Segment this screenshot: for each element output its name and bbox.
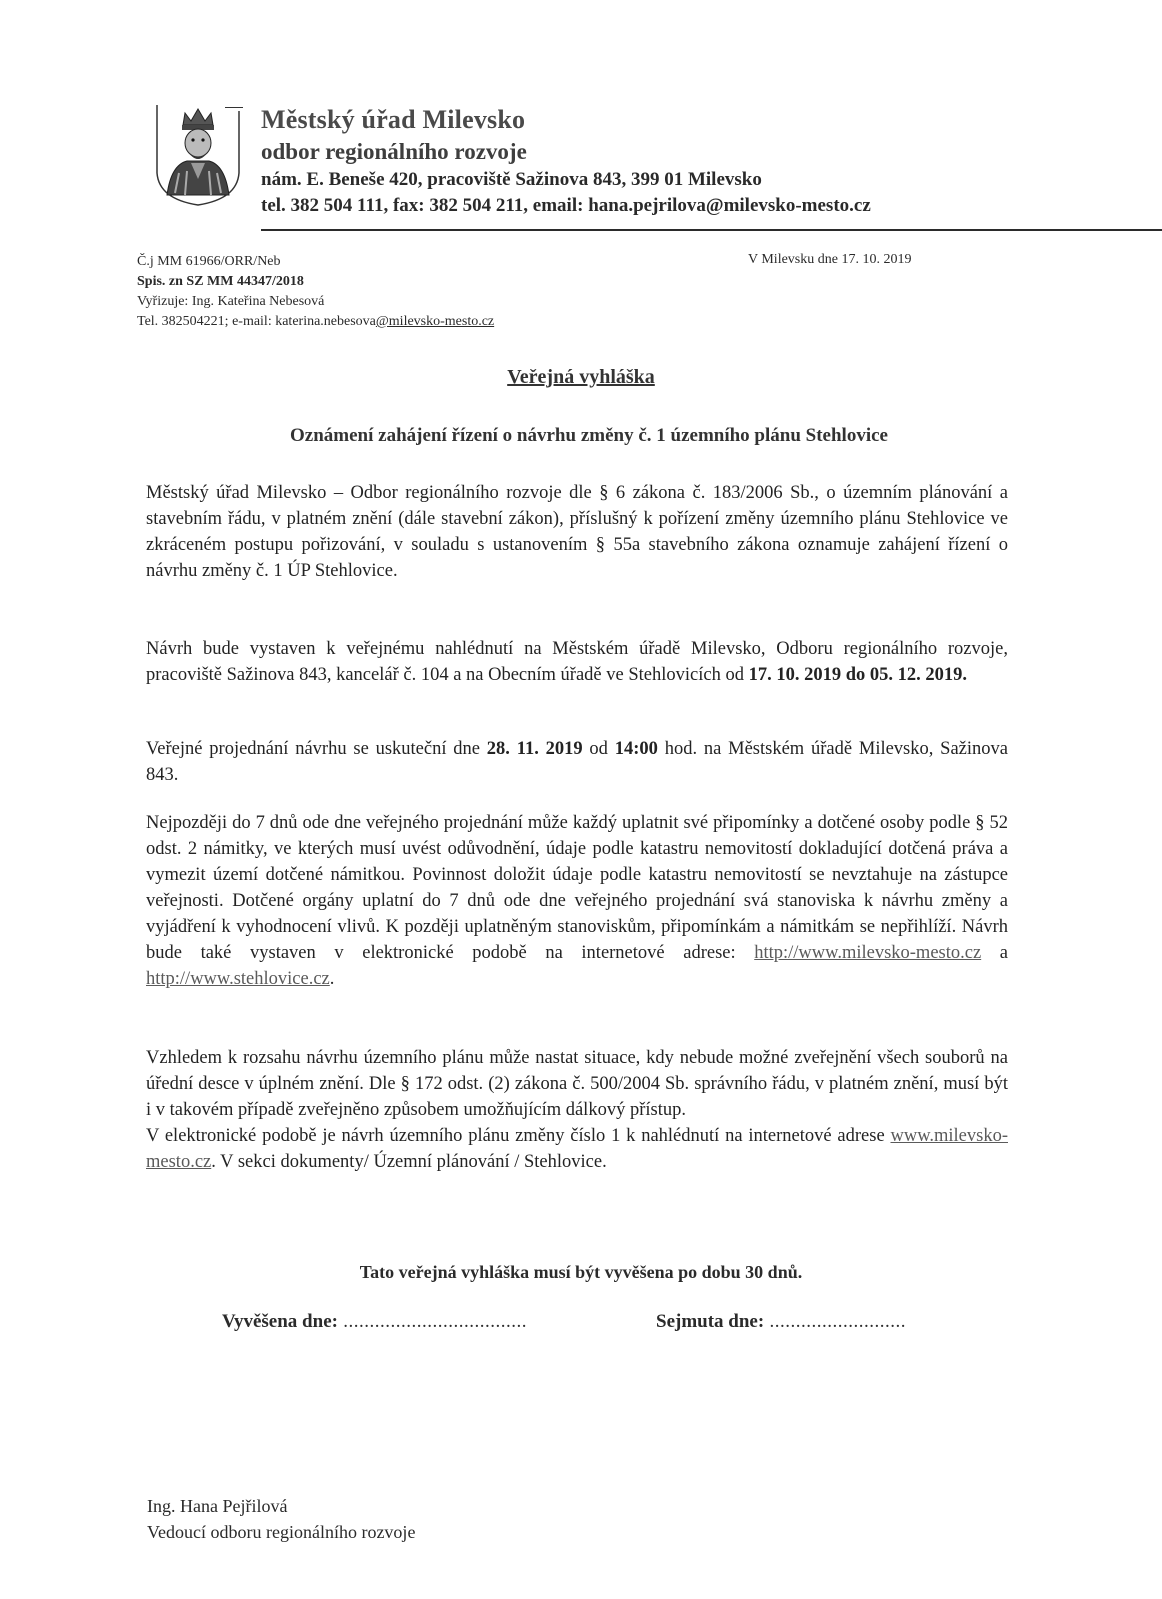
page-subtitle: Oznámení zahájení řízení o návrhu změny č. 1 územního plánu Stehlovice	[290, 425, 888, 446]
posted-line	[222, 1311, 527, 1333]
signature-role: Vedoucí odboru regionálního rozvoje	[147, 1522, 416, 1542]
posted-dots: ...................................	[337, 1311, 527, 1332]
paragraph-1: Městský úřad Milevsko – Odbor regionálního rozvoje dle § 6 zákona č. 183/2006 Sb., o územním plánování a stavebním řádu, v platném znění (dále stavební zákon), příslušný k pořízení změny územního plánu Stehlovice ve zkráceném postupu pořizování, v souladu s ustanovením § 55a stavebního zákona oznamuje zahájení řízení o návrhu změny č. 1 ÚP Stehlovice.	[146, 483, 1008, 581]
paragraph-3	[146, 736, 1008, 788]
paragraph-2	[146, 636, 1008, 688]
coat-of-arms-icon	[155, 103, 241, 207]
removed-label: Sejmuta dne:	[656, 1311, 765, 1332]
paragraph-4-end: .	[329, 969, 335, 989]
reference-cj: Č.j MM 61966/ORR/Neb	[137, 254, 281, 269]
reference-spis: Spis. zn SZ MM 44347/2018	[137, 274, 304, 289]
office-name: Městský úřad Milevsko	[261, 105, 526, 134]
paragraph-6-text: V elektronické podobě je návrh územního plánu změny číslo 1 k nahlédnutí na internetové adrese	[146, 1126, 891, 1146]
paragraph-4	[146, 810, 1008, 992]
removed-dots: ..........................	[764, 1311, 906, 1332]
stehlovice-link[interactable]: http://www.stehlovice.cz	[146, 969, 330, 989]
office-contact: tel. 382 504 111, fax: 382 504 211, email: hana.pejrilova@milevsko-mesto.cz	[261, 195, 871, 216]
paragraph-4-and: a	[981, 943, 1008, 963]
milevsko-link[interactable]: http://www.milevsko-mesto.cz	[754, 943, 982, 963]
department-name: odbor regionálního rozvoje	[261, 139, 527, 164]
paragraph-3-a: Veřejné projednání návrhu se uskuteční dne	[146, 739, 487, 759]
hearing-time: 14:00	[614, 739, 658, 759]
letterhead-rule	[261, 229, 1162, 231]
paragraph-5	[146, 1045, 1008, 1175]
exhibition-dates: 17. 10. 2019 do 05. 12. 2019.	[748, 665, 967, 685]
reference-tel	[137, 312, 494, 332]
reference-email-link[interactable]: @milevsko-mesto.cz	[375, 314, 495, 329]
signature-name: Ing. Hana Pejřilová	[147, 1496, 288, 1516]
reference-tel-text: Tel. 382504221; e-mail: katerina.nebesova	[137, 314, 376, 329]
office-address: nám. E. Beneše 420, pracoviště Sažinova 843, 399 01 Milevsko	[261, 169, 762, 190]
paragraph-4-text: Nejpozději do 7 dnů ode dne veřejného projednání může každý uplatnit své připomínky a dotčené osoby podle § 52 odst. 2 námitky, ve kterých musí uvést odůvodnění, údaje podle katastru nemovitostí dokladující dotčená práva a vymezit území dotčené námitkou. Povinnost doložit údaje podle katastru nemovitostí se nevztahuje na zástupce veřejnosti. Dotčené orgány uplatní do 7 dnů ode dne veřejného projednání svá stanoviska k návrhu změny a vyjádření k vyhodnocení vlivů. K později uplatněným stanoviskům, připomínkám a námitkám se nepřihlíží. Návrh bude také vystaven v elektronické podobě na internetové adrese:	[146, 813, 1008, 963]
letterhead-text	[261, 103, 871, 219]
removed-line	[656, 1311, 906, 1333]
hearing-date: 28. 11. 2019	[486, 739, 583, 759]
paragraph-6-end: . V sekci dokumenty/ Územní plánování / Stehlovice.	[211, 1152, 607, 1172]
reference-vyrizuje: Vyřizuje: Ing. Kateřina Nebesová	[137, 294, 325, 309]
paragraph-3-c: hod. na Městském úřadě Milevsko, Sažinova 843.	[146, 739, 1008, 785]
crest-rule	[225, 107, 243, 108]
page-title: Veřejná vyhláška	[507, 366, 655, 388]
paragraph-5-text: Vzhledem k rozsahu návrhu územního plánu může nastat situace, kdy nebude možné zveřejnění všech souborů na úřední desce v úplném znění. Dle § 172 odst. (2) zákona č. 500/2004 Sb. správního řádu, v platném znění, musí být i v takovém případě zveřejněno způsobem umožňujícím dálkový přístup.	[146, 1048, 1008, 1120]
signature-block	[147, 1493, 415, 1545]
paragraph-6	[146, 1123, 1008, 1175]
posting-notice: Tato veřejná vyhláška musí být vyvěšena po dobu 30 dnů.	[359, 1262, 803, 1282]
posted-label: Vyvěšena dne:	[222, 1311, 338, 1332]
paragraph-3-b: od	[582, 739, 615, 759]
reference-block	[137, 252, 494, 332]
document-date: V Milevsku dne 17. 10. 2019	[748, 252, 912, 267]
milevsko-short-link[interactable]: www.milevsko-mesto.cz	[146, 1126, 1008, 1172]
paragraph-2-text: Návrh bude vystaven k veřejnému nahlédnutí na Městském úřadě Milevsko, Odboru regionálního rozvoje, pracoviště Sažinova 843, kancelář č. 104 a na Obecním úřadě ve Stehlovicích od	[146, 639, 1008, 685]
